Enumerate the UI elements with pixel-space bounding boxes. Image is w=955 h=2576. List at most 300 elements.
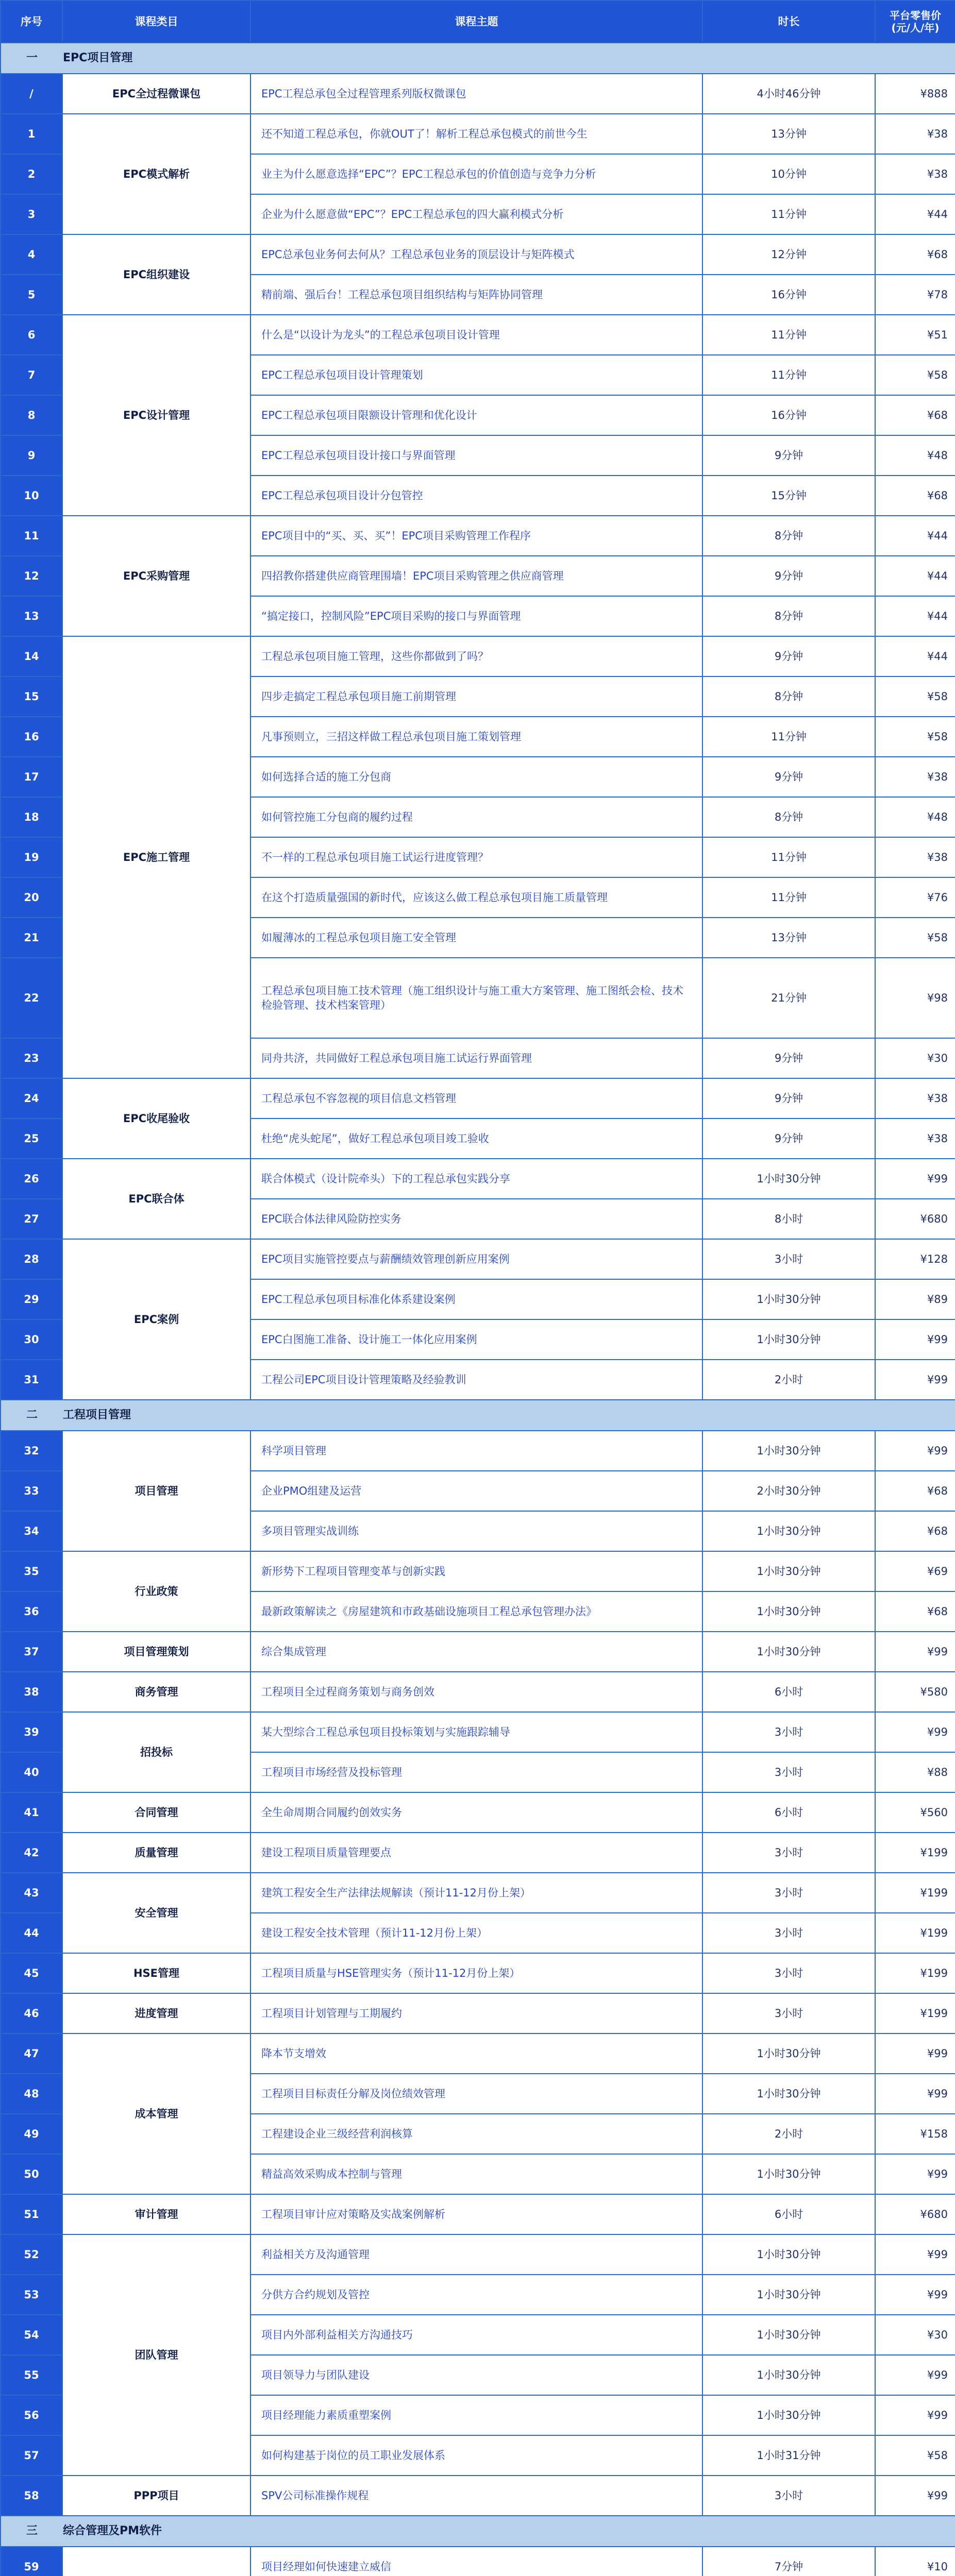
row-number: 17: [1, 757, 62, 797]
course-topic-link[interactable]: 不一样的工程总承包项目施工试运行进度管理？: [250, 837, 702, 877]
course-duration: 6小时: [702, 1792, 875, 1833]
course-duration: 9分钟: [702, 757, 875, 797]
header-price-line2: (元/人/年): [891, 22, 940, 34]
course-price: ¥44: [875, 194, 955, 234]
course-price: ¥38: [875, 1118, 955, 1159]
course-price: ¥76: [875, 877, 955, 918]
course-price: ¥38: [875, 757, 955, 797]
category-cell: 成本管理: [62, 2033, 250, 2194]
course-duration: 7分钟: [702, 2547, 875, 2576]
table-row: [1, 1993, 955, 2033]
course-price: ¥199: [875, 1993, 955, 2033]
course-price: ¥38: [875, 837, 955, 877]
course-topic-link[interactable]: EPC工程总承包项目设计分包管控: [250, 476, 702, 516]
course-duration: 9分钟: [702, 1118, 875, 1159]
row-number: 15: [1, 676, 62, 717]
course-topic-link[interactable]: 工程建设企业三级经营利润核算: [250, 2114, 702, 2154]
course-price: ¥89: [875, 1279, 955, 1319]
course-price: ¥44: [875, 556, 955, 596]
course-duration: 8分钟: [702, 516, 875, 556]
category-cell: 团队管理: [62, 2234, 250, 2476]
section-row: [1, 43, 955, 74]
course-topic-link[interactable]: 项目内外部利益相关方沟通技巧: [250, 2315, 702, 2355]
row-number: 8: [1, 395, 62, 435]
table-row: [1, 516, 955, 556]
course-price: ¥58: [875, 717, 955, 757]
row-number: 54: [1, 2315, 62, 2355]
course-price: ¥44: [875, 596, 955, 636]
course-topic-link[interactable]: 工程总承包不容忽视的项目信息文档管理: [250, 1078, 702, 1118]
course-topic-link[interactable]: 降本节支增效: [250, 2033, 702, 2074]
course-price: ¥99: [875, 2476, 955, 2516]
course-topic-link[interactable]: 四步走搞定工程总承包项目施工前期管理: [250, 676, 702, 717]
course-duration: 16分钟: [702, 275, 875, 315]
course-duration: 8分钟: [702, 676, 875, 717]
section-title: EPC项目管理: [63, 52, 133, 64]
row-number: 42: [1, 1833, 62, 1873]
row-number: 56: [1, 2395, 62, 2435]
course-topic-link[interactable]: 项目领导力与团队建设: [250, 2355, 702, 2395]
course-price: ¥199: [875, 1953, 955, 1993]
course-price: ¥560: [875, 1792, 955, 1833]
course-price: ¥30: [875, 1038, 955, 1078]
course-price: ¥68: [875, 1471, 955, 1511]
course-topic-link[interactable]: 凡事预则立，三招这样做工程总承包项目施工策划管理: [250, 717, 702, 757]
category-cell: EPC全过程微课包: [62, 74, 250, 114]
table-row: [1, 1873, 955, 1913]
course-topic-link[interactable]: 企业PMO组建及运营: [250, 1471, 702, 1511]
table-row: [1, 1632, 955, 1672]
course-topic-link[interactable]: 同舟共济，共同做好工程总承包项目施工试运行界面管理: [250, 1038, 702, 1078]
row-number: 31: [1, 1360, 62, 1400]
course-topic-link[interactable]: 工程项目质量与HSE管理实务（预计11-12月份上架）: [250, 1953, 702, 1993]
course-price: ¥68: [875, 395, 955, 435]
course-price: ¥78: [875, 275, 955, 315]
table-row: [1, 2476, 955, 2516]
section-number: 一: [26, 52, 38, 64]
course-topic-link[interactable]: “搞定接口，控制风险”EPC项目采购的接口与界面管理: [250, 596, 702, 636]
course-duration: 1小时30分钟: [702, 1591, 875, 1632]
course-duration: 1小时30分钟: [702, 2275, 875, 2315]
table-row: [1, 1431, 955, 1471]
course-price: ¥68: [875, 234, 955, 275]
course-price: ¥58: [875, 676, 955, 717]
header-topic: 课程主题: [250, 1, 702, 43]
course-price: ¥680: [875, 2194, 955, 2234]
table-header-row: [1, 1, 955, 43]
row-number: 27: [1, 1199, 62, 1239]
course-price: ¥68: [875, 1511, 955, 1551]
course-price: ¥88: [875, 1752, 955, 1792]
course-duration: 3小时: [702, 2476, 875, 2516]
course-topic-link[interactable]: 某大型综合工程总承包项目投标策划与实施跟踪辅导: [250, 1712, 702, 1752]
course-topic-link[interactable]: 建筑工程安全生产法律法规解读（预计11-12月份上架）: [250, 1873, 702, 1913]
course-price: ¥58: [875, 2435, 955, 2476]
course-topic-link[interactable]: 项目经理能力素质重塑案例: [250, 2395, 702, 2435]
row-number: 37: [1, 1632, 62, 1672]
course-price: ¥99: [875, 1431, 955, 1471]
section-header: [1, 1400, 955, 1431]
table-row: [1, 114, 955, 154]
row-number: 36: [1, 1591, 62, 1632]
course-topic-link[interactable]: 工程总承包项目施工管理，这些你都做到了吗？: [250, 636, 702, 676]
table-row: [1, 2033, 955, 2074]
course-topic-link[interactable]: 建设工程项目质量管理要点: [250, 1833, 702, 1873]
course-topic-link[interactable]: 利益相关方及沟通管理: [250, 2234, 702, 2275]
course-topic-link[interactable]: 精益高效采购成本控制与管理: [250, 2154, 702, 2194]
table-row: [1, 74, 955, 114]
course-price: ¥128: [875, 1239, 955, 1279]
category-cell: 项目管理策划: [62, 1632, 250, 1672]
course-topic-link[interactable]: EPC项目实施管控要点与薪酬绩效管理创新应用案例: [250, 1239, 702, 1279]
category-cell: 项目管理: [62, 1431, 250, 1551]
course-topic-link[interactable]: 新形势下工程项目管理变革与创新实践: [250, 1551, 702, 1591]
course-topic-link[interactable]: EPC总承包业务何去何从？工程总承包业务的顶层设计与矩阵模式: [250, 234, 702, 275]
row-number: 40: [1, 1752, 62, 1792]
course-price: ¥888: [875, 74, 955, 114]
course-price: ¥48: [875, 435, 955, 476]
course-price: ¥69: [875, 1551, 955, 1591]
category-cell: 商务管理: [62, 1672, 250, 1712]
course-price: ¥99: [875, 1319, 955, 1360]
table-row: [1, 1953, 955, 1993]
course-topic-link[interactable]: EPC工程总承包项目限额设计管理和优化设计: [250, 395, 702, 435]
course-duration: 1小时30分钟: [702, 1159, 875, 1199]
course-duration: 2小时: [702, 1360, 875, 1400]
section-title: 综合管理及PM软件: [63, 2524, 162, 2537]
row-number: 57: [1, 2435, 62, 2476]
section-header: [1, 43, 955, 74]
row-number: 34: [1, 1511, 62, 1551]
table-row: [1, 1672, 955, 1712]
course-duration: 1小时30分钟: [702, 1632, 875, 1672]
row-number: 46: [1, 1993, 62, 2033]
course-topic-link[interactable]: 业主为什么愿意选择“EPC”？EPC工程总承包的价值创造与竞争力分析: [250, 154, 702, 194]
course-duration: 3小时: [702, 1833, 875, 1873]
course-price: ¥51: [875, 315, 955, 355]
course-duration: 1小时30分钟: [702, 2315, 875, 2355]
row-number: 19: [1, 837, 62, 877]
row-number: 59: [1, 2547, 62, 2576]
header-price-line1: 平台零售价: [890, 9, 941, 22]
course-topic-link[interactable]: EPC白图施工准备、设计施工一体化应用案例: [250, 1319, 702, 1360]
row-number: 14: [1, 636, 62, 676]
course-duration: 8小时: [702, 1199, 875, 1239]
course-price: ¥99: [875, 1159, 955, 1199]
course-topic-link[interactable]: 工程项目审计应对策略及实战案例解析: [250, 2194, 702, 2234]
course-topic-link[interactable]: 工程项目目标责任分解及岗位绩效管理: [250, 2074, 702, 2114]
section-title: 工程项目管理: [63, 1409, 131, 1421]
category-cell: EPC施工管理: [62, 636, 250, 1078]
row-number: 32: [1, 1431, 62, 1471]
row-number: 33: [1, 1471, 62, 1511]
course-duration: 8分钟: [702, 797, 875, 837]
table-row: [1, 2194, 955, 2234]
course-topic-link[interactable]: 建设工程安全技术管理（预计11-12月份上架）: [250, 1913, 702, 1953]
course-topic-link[interactable]: 工程总承包项目施工技术管理（施工组织设计与施工重大方案管理、施工图纸会检、技术检验管理、技术档案管理）: [250, 958, 702, 1038]
course-duration: 3小时: [702, 1953, 875, 1993]
course-topic-link[interactable]: EPC工程总承包项目标准化体系建设案例: [250, 1279, 702, 1319]
course-price: ¥99: [875, 1712, 955, 1752]
header-price: [875, 1, 955, 43]
row-number: 47: [1, 2033, 62, 2074]
course-topic-link[interactable]: 综合集成管理: [250, 1632, 702, 1672]
course-duration: 15分钟: [702, 476, 875, 516]
row-number: 3: [1, 194, 62, 234]
course-topic-link[interactable]: EPC工程总承包项目设计管理策划: [250, 355, 702, 395]
row-number: 11: [1, 516, 62, 556]
row-number: 6: [1, 315, 62, 355]
course-topic-link[interactable]: 什么是“以设计为龙头”的工程总承包项目设计管理: [250, 315, 702, 355]
category-cell: EPC模式解析: [62, 114, 250, 234]
section-number: 三: [26, 2524, 38, 2537]
course-price: ¥38: [875, 154, 955, 194]
course-price: ¥99: [875, 1360, 955, 1400]
course-topic-link[interactable]: 最新政策解读之《房屋建筑和市政基础设施项目工程总承包管理办法》: [250, 1591, 702, 1632]
course-duration: 3小时: [702, 1752, 875, 1792]
category-cell: 安全管理: [62, 1873, 250, 1953]
table-row: [1, 1551, 955, 1591]
course-price: ¥99: [875, 2234, 955, 2275]
course-price: ¥68: [875, 1591, 955, 1632]
course-topic-link[interactable]: 工程项目计划管理与工期履约: [250, 1993, 702, 2033]
course-topic-link[interactable]: 多项目管理实战训练: [250, 1511, 702, 1551]
course-duration: 3小时: [702, 1873, 875, 1913]
course-topic-link[interactable]: 分供方合约规划及管控: [250, 2275, 702, 2315]
course-price: ¥158: [875, 2114, 955, 2154]
row-number: 26: [1, 1159, 62, 1199]
section-row: [1, 2516, 955, 2547]
course-topic-link[interactable]: 项目经理如何快速建立威信: [250, 2547, 702, 2576]
course-price: ¥58: [875, 918, 955, 958]
row-number: 20: [1, 877, 62, 918]
course-topic-link[interactable]: 还不知道工程总承包，你就OUT了！解析工程总承包模式的前世今生: [250, 114, 702, 154]
course-topic-link[interactable]: 如履薄冰的工程总承包项目施工安全管理: [250, 918, 702, 958]
table-row: [1, 1833, 955, 1873]
course-duration: 9分钟: [702, 1038, 875, 1078]
course-topic-link[interactable]: SPV公司标准操作规程: [250, 2476, 702, 2516]
course-price: ¥44: [875, 516, 955, 556]
row-number: 43: [1, 1873, 62, 1913]
row-number: 35: [1, 1551, 62, 1591]
course-topic-link[interactable]: 杜绝“虎头蛇尾”，做好工程总承包项目竣工验收: [250, 1118, 702, 1159]
course-duration: 1小时30分钟: [702, 2355, 875, 2395]
course-duration: 2小时30分钟: [702, 1471, 875, 1511]
row-number: 23: [1, 1038, 62, 1078]
category-cell: EPC联合体: [62, 1159, 250, 1239]
category-cell: 质量管理: [62, 1833, 250, 1873]
course-price: ¥99: [875, 2395, 955, 2435]
header-no: 序号: [1, 1, 62, 43]
row-number: 22: [1, 958, 62, 1038]
row-number: 48: [1, 2074, 62, 2114]
course-price: ¥10: [875, 2547, 955, 2576]
course-price: ¥68: [875, 476, 955, 516]
course-price: ¥38: [875, 114, 955, 154]
category-cell: HSE管理: [62, 1953, 250, 1993]
table-body: [1, 43, 955, 2576]
course-price: ¥44: [875, 636, 955, 676]
category-cell: 行业政策: [62, 1551, 250, 1632]
section-row: [1, 1400, 955, 1431]
row-number: 5: [1, 275, 62, 315]
course-topic-link[interactable]: 工程项目全过程商务策划与商务创效: [250, 1672, 702, 1712]
course-duration: 1小时30分钟: [702, 2154, 875, 2194]
table-row: [1, 315, 955, 355]
row-number: 52: [1, 2234, 62, 2275]
row-number: 2: [1, 154, 62, 194]
course-duration: 16分钟: [702, 395, 875, 435]
row-number: 38: [1, 1672, 62, 1712]
course-duration: 9分钟: [702, 636, 875, 676]
course-duration: 6小时: [702, 2194, 875, 2234]
row-number: 4: [1, 234, 62, 275]
course-price: ¥99: [875, 2154, 955, 2194]
row-number: 51: [1, 2194, 62, 2234]
course-price: ¥38: [875, 1078, 955, 1118]
course-duration: 3小时: [702, 1712, 875, 1752]
course-duration: 3小时: [702, 1913, 875, 1953]
row-number: 41: [1, 1792, 62, 1833]
table-row: [1, 1078, 955, 1118]
category-cell: EPC设计管理: [62, 315, 250, 516]
row-number: 30: [1, 1319, 62, 1360]
table-row: [1, 2234, 955, 2275]
course-duration: 1小时30分钟: [702, 1511, 875, 1551]
course-duration: 11分钟: [702, 837, 875, 877]
course-topic-link[interactable]: EPC联合体法律风险防控实务: [250, 1199, 702, 1239]
category-cell: PPP项目: [62, 2476, 250, 2516]
course-duration: 11分钟: [702, 355, 875, 395]
course-duration: 11分钟: [702, 877, 875, 918]
course-topic-link[interactable]: 四招教你搭建供应商管理围墙！EPC项目采购管理之供应商管理: [250, 556, 702, 596]
course-duration: 3小时: [702, 1239, 875, 1279]
course-price: ¥98: [875, 958, 955, 1038]
course-topic-link[interactable]: 工程项目市场经营及投标管理: [250, 1752, 702, 1792]
course-price: ¥199: [875, 1833, 955, 1873]
course-topic-link[interactable]: 如何选择合适的施工分包商: [250, 757, 702, 797]
course-duration: 4小时46分钟: [702, 74, 875, 114]
course-duration: 13分钟: [702, 918, 875, 958]
course-duration: 1小时30分钟: [702, 1319, 875, 1360]
row-number: 7: [1, 355, 62, 395]
course-duration: 1小时30分钟: [702, 1279, 875, 1319]
course-price: ¥99: [875, 2355, 955, 2395]
course-topic-link[interactable]: 在这个打造质量强国的新时代，应该这么做工程总承包项目施工质量管理: [250, 877, 702, 918]
row-number: 16: [1, 717, 62, 757]
row-number: 44: [1, 1913, 62, 1953]
row-number: 25: [1, 1118, 62, 1159]
course-price: ¥680: [875, 1199, 955, 1239]
header-category: 课程类目: [62, 1, 250, 43]
row-number: 1: [1, 114, 62, 154]
table-row: [1, 1712, 955, 1752]
row-number: 9: [1, 435, 62, 476]
row-number: 29: [1, 1279, 62, 1319]
course-topic-link[interactable]: EPC工程总承包项目设计接口与界面管理: [250, 435, 702, 476]
course-price: ¥199: [875, 1913, 955, 1953]
course-duration: 9分钟: [702, 556, 875, 596]
category-cell: 进度管理: [62, 1993, 250, 2033]
category-cell: EPC收尾验收: [62, 1078, 250, 1159]
course-price: ¥99: [875, 2033, 955, 2074]
category-cell: EPC案例: [62, 1239, 250, 1400]
row-number: 24: [1, 1078, 62, 1118]
course-topic-link[interactable]: 企业为什么愿意做“EPC”？EPC工程总承包的四大赢利模式分析: [250, 194, 702, 234]
course-topic-link[interactable]: 工程公司EPC项目设计管理策略及经验教训: [250, 1360, 702, 1400]
course-price: ¥99: [875, 1632, 955, 1672]
table-row: [1, 1159, 955, 1199]
row-number: 10: [1, 476, 62, 516]
course-duration: 12分钟: [702, 234, 875, 275]
row-number: 39: [1, 1712, 62, 1752]
row-number: /: [1, 74, 62, 114]
course-duration: 1小时30分钟: [702, 2033, 875, 2074]
course-topic-link[interactable]: 如何管控施工分包商的履约过程: [250, 797, 702, 837]
category-cell: EPC组织建设: [62, 234, 250, 315]
course-topic-link[interactable]: 科学项目管理: [250, 1431, 702, 1471]
course-duration: 11分钟: [702, 717, 875, 757]
header-duration: 时长: [702, 1, 875, 43]
section-header: [1, 2516, 955, 2547]
course-duration: 9分钟: [702, 435, 875, 476]
course-duration: 1小时30分钟: [702, 2395, 875, 2435]
course-duration: 1小时30分钟: [702, 1551, 875, 1591]
row-number: 58: [1, 2476, 62, 2516]
row-number: 18: [1, 797, 62, 837]
course-duration: 21分钟: [702, 958, 875, 1038]
course-duration: 11分钟: [702, 194, 875, 234]
section-number: 二: [26, 1409, 38, 1421]
course-price: ¥199: [875, 1873, 955, 1913]
table-row: [1, 234, 955, 275]
course-topic-link[interactable]: 精前端、强后台！工程总承包项目组织结构与矩阵协同管理: [250, 275, 702, 315]
row-number: 12: [1, 556, 62, 596]
category-cell: 合同管理: [62, 1792, 250, 1833]
course-price: ¥580: [875, 1672, 955, 1712]
course-topic-link[interactable]: EPC工程总承包全过程管理系列版权微课包: [250, 74, 702, 114]
row-number: 13: [1, 596, 62, 636]
course-duration: 13分钟: [702, 114, 875, 154]
row-number: 49: [1, 2114, 62, 2154]
category-cell: 审计管理: [62, 2194, 250, 2234]
course-price: ¥99: [875, 2074, 955, 2114]
row-number: 28: [1, 1239, 62, 1279]
course-duration: 1小时31分钟: [702, 2435, 875, 2476]
course-topic-link[interactable]: EPC项目中的“买、买、买”！EPC项目采购管理工作程序: [250, 516, 702, 556]
course-duration: 2小时: [702, 2114, 875, 2154]
row-number: 50: [1, 2154, 62, 2194]
row-number: 45: [1, 1953, 62, 1993]
course-duration: 1小时30分钟: [702, 1431, 875, 1471]
row-number: 55: [1, 2355, 62, 2395]
course-topic-link[interactable]: 如何构建基于岗位的员工职业发展体系: [250, 2435, 702, 2476]
course-topic-link[interactable]: 全生命周期合同履约创效实务: [250, 1792, 702, 1833]
course-topic-link[interactable]: 联合体模式（设计院牵头）下的工程总承包实践分享: [250, 1159, 702, 1199]
course-duration: 8分钟: [702, 596, 875, 636]
table-row: [1, 1792, 955, 1833]
table-row: [1, 2547, 955, 2576]
table-row: [1, 636, 955, 676]
table-row: [1, 1239, 955, 1279]
course-price: ¥99: [875, 2275, 955, 2315]
course-duration: 3小时: [702, 1993, 875, 2033]
course-price: ¥48: [875, 797, 955, 837]
category-cell: [62, 2547, 250, 2576]
row-number: 53: [1, 2275, 62, 2315]
row-number: 21: [1, 918, 62, 958]
course-price: ¥30: [875, 2315, 955, 2355]
